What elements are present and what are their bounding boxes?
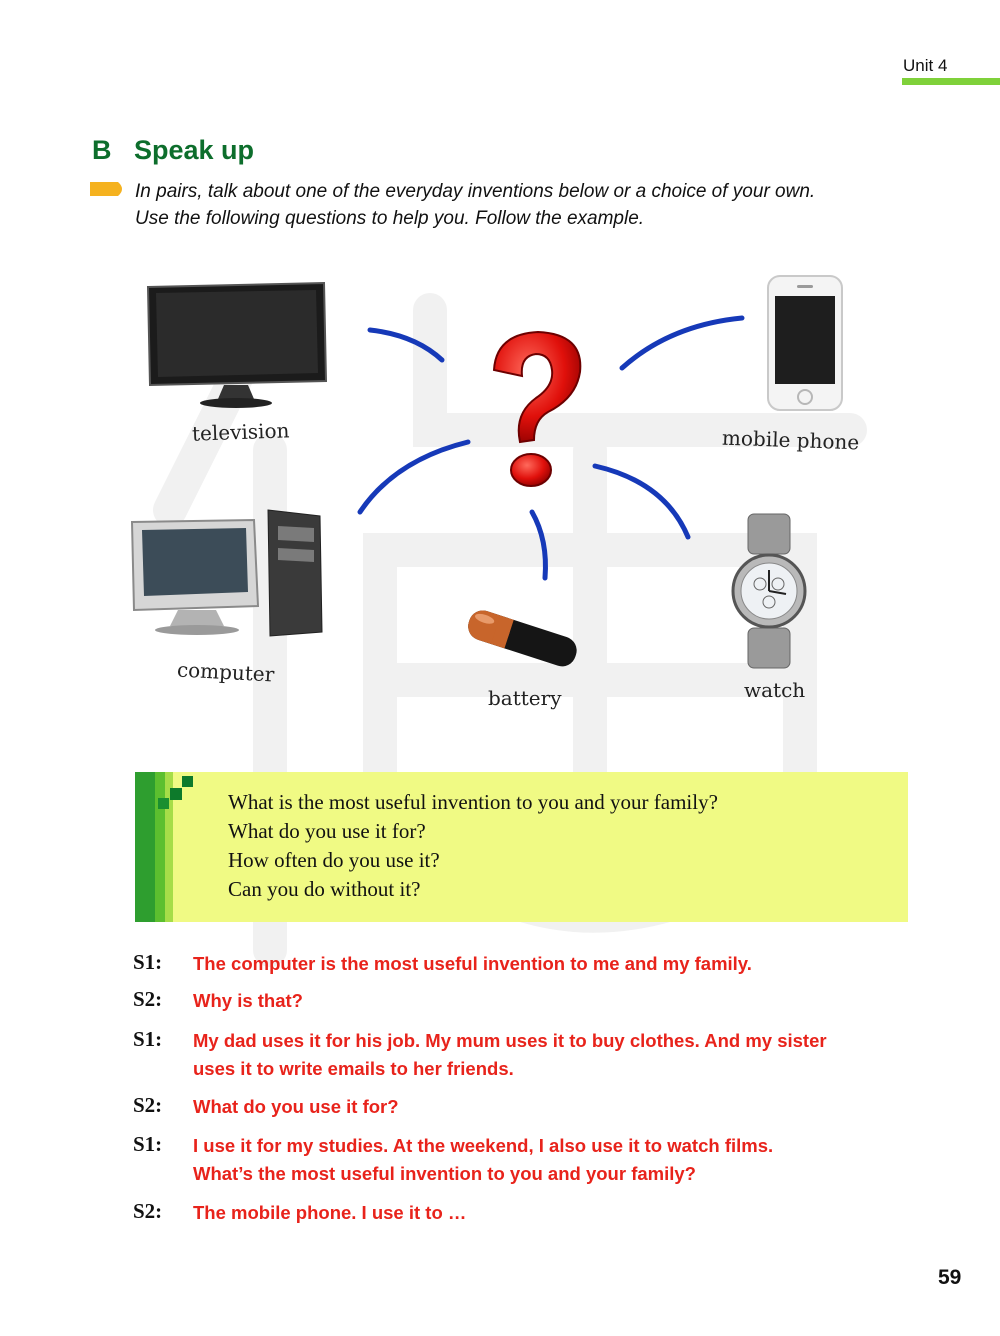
mobile-phone-image (764, 274, 846, 412)
question-mark-icon (476, 328, 596, 493)
dialogue-line (193, 987, 913, 1015)
television-caption: television (191, 418, 290, 446)
question-box-stripe-2 (155, 772, 165, 922)
decor-square (170, 788, 182, 800)
watch-caption: watch (744, 678, 806, 702)
question-item: What is the most useful invention to you and your family? (228, 790, 718, 814)
section-letter: B (92, 135, 112, 165)
dialogue-speaker: S1: (133, 950, 163, 974)
mobile-phone-caption: mobile phone (721, 425, 860, 455)
question-item: Can you do without it? (228, 877, 421, 901)
computer-image (128, 506, 326, 638)
question-box-stripe (135, 772, 155, 922)
dialogue-line (193, 950, 913, 978)
decor-square (182, 776, 193, 787)
battery-caption: battery (488, 686, 562, 710)
dialogue-text: Why is that? (193, 990, 303, 1011)
television-image (144, 281, 330, 411)
dialogue-speaker: S1: (133, 1132, 163, 1156)
instruction-line-1: In pairs, talk about one of the everyday inventions below or a choice of your own. (135, 181, 816, 202)
page-number: 59 (938, 1266, 962, 1289)
dialogue-text: The mobile phone. I use it to … (193, 1202, 467, 1223)
question-item: What do you use it for? (228, 819, 426, 843)
question-list (228, 788, 718, 904)
dialogue-line (193, 1027, 913, 1083)
dialogue-line (193, 1132, 913, 1188)
dialogue-speaker: S2: (133, 1199, 163, 1223)
dialogue-text: I use it for my studies. At the weekend, I also use it to watch films. (193, 1135, 774, 1156)
dialogue-text: The computer is the most useful invention to me and my family. (193, 953, 752, 974)
section-title: Speak up (134, 135, 255, 165)
unit-label: Unit 4 (903, 56, 948, 75)
dialogue-text: My dad uses it for his job. My mum uses it to buy clothes. And my sister (193, 1030, 827, 1051)
dialogue-text: What’s the most useful invention to you and your family? (193, 1163, 696, 1184)
dialogue-line (193, 1199, 913, 1227)
battery-image (458, 604, 590, 676)
dialogue-speaker: S2: (133, 987, 163, 1011)
instruction-line-2: Use the following questions to help you. Follow the example. (135, 208, 645, 229)
dialogue-speaker: S2: (133, 1093, 163, 1117)
dialogue-speaker: S1: (133, 1027, 163, 1051)
dialogue-text: uses it to write emails to her friends. (193, 1058, 514, 1079)
dialogue-line (193, 1093, 913, 1121)
question-item: How often do you use it? (228, 848, 440, 872)
dialogue-text: What do you use it for? (193, 1096, 399, 1117)
decor-square (158, 798, 169, 809)
computer-caption: computer (176, 657, 275, 687)
watch-image (728, 512, 810, 670)
